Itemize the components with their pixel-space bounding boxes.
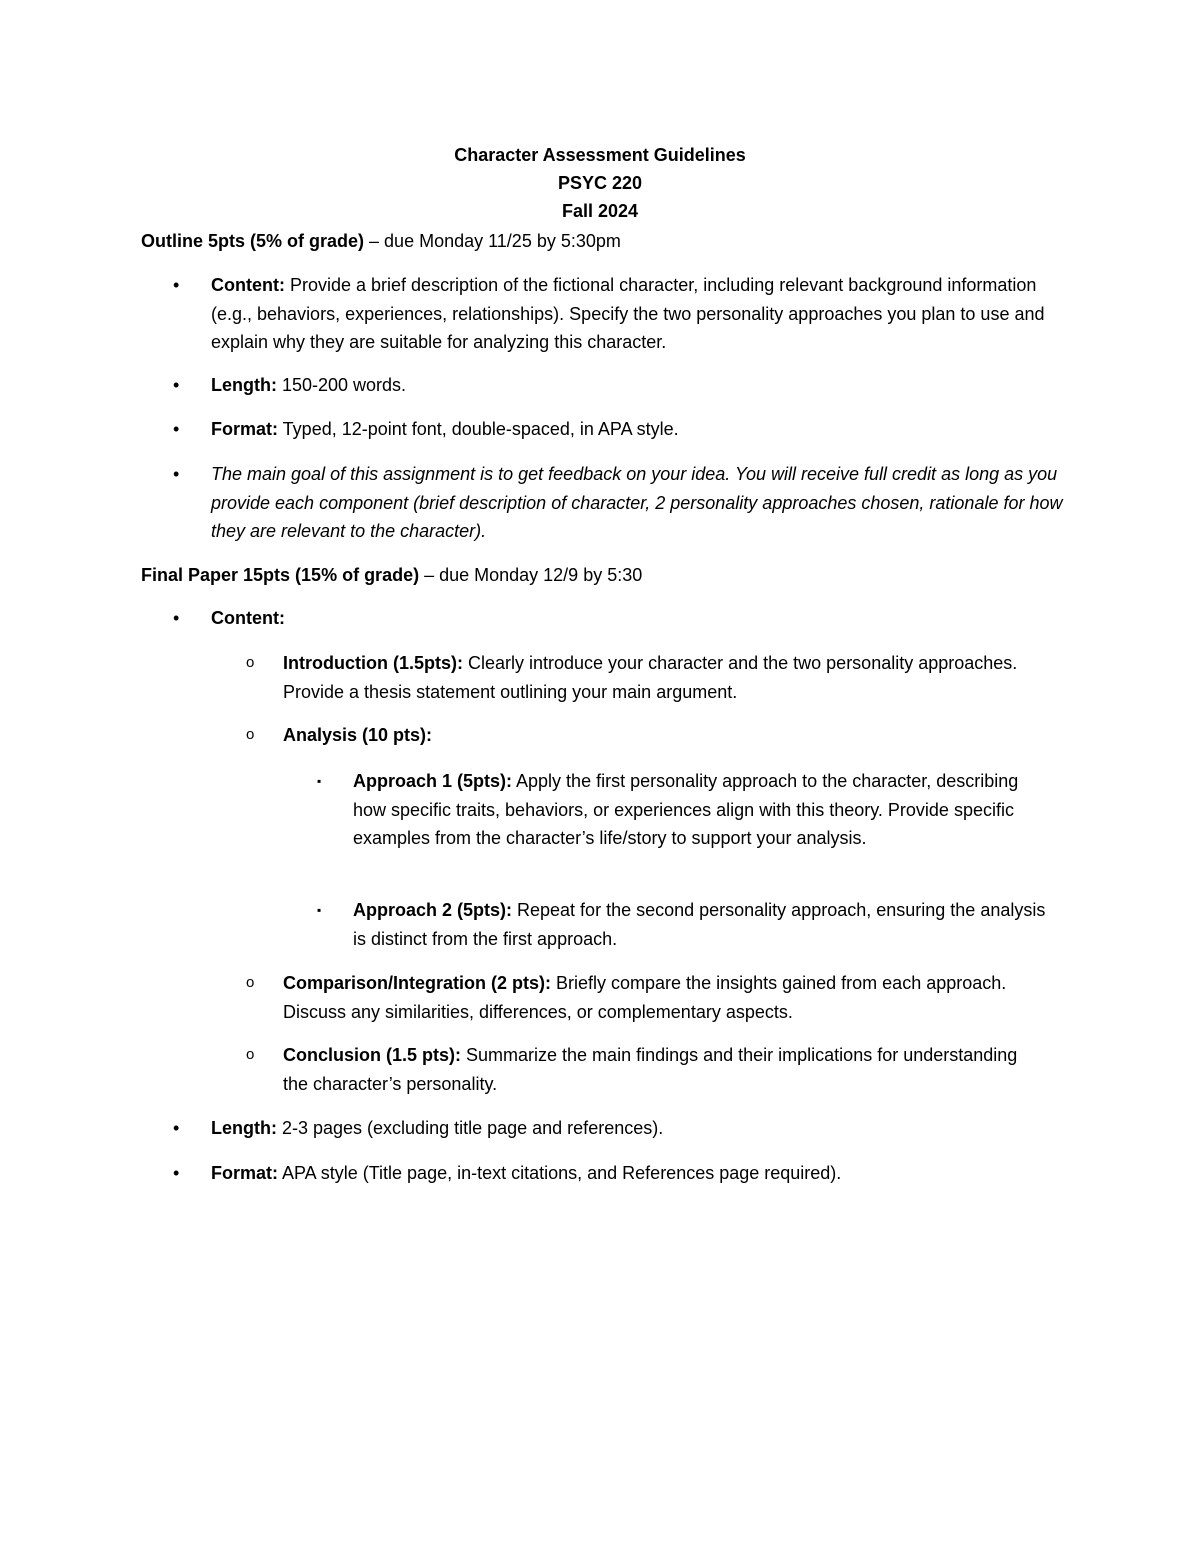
item-text: Provide a brief description of the fictional character, including relevant background information (e.g., behaviors, experiences, relationships). Specify the two personality approaches you plan to use and explain why they are suitable for analyzing this character. <box>211 275 1045 352</box>
course-code: PSYC 220 <box>557 173 643 193</box>
bullet-icon: • <box>173 1163 180 1183</box>
item-text: Apply the first personality approach to the character, describing how specific traits, behaviors, or experiences align with this theory. Provide specific examples from the character’s life/story to support your analysis. <box>353 771 1019 848</box>
outline-due-text: – due Monday 11/25 by 5:30pm <box>364 231 621 251</box>
item-label: Introduction (1.5pts): <box>283 653 463 673</box>
bullet-icon: • <box>173 275 180 295</box>
outline-item-length <box>173 371 1071 400</box>
square-bullet-icon: ▪ <box>317 903 322 917</box>
final-comparison <box>246 969 1043 1026</box>
item-label: Length: <box>211 1118 277 1138</box>
outline-item-content <box>173 271 1071 357</box>
circle-bullet-icon: o <box>246 1046 255 1063</box>
bullet-icon: • <box>173 375 180 395</box>
item-text: 2-3 pages (excluding title page and references). <box>276 1118 664 1138</box>
item-label: Approach 2 (5pts): <box>353 900 513 920</box>
item-label: Format: <box>211 419 278 439</box>
circle-bullet-icon: o <box>246 726 255 743</box>
final-item-content <box>173 604 1071 633</box>
square-bullet-icon: ▪ <box>317 774 322 788</box>
item-text: 150-200 words. <box>276 375 407 395</box>
item-text: Summarize the main findings and their implications for understanding the character’s personality. <box>283 1045 1018 1094</box>
item-text: APA style (Title page, in-text citations, and References page required). <box>278 1163 842 1183</box>
bullet-icon: • <box>173 608 180 628</box>
final-introduction <box>246 649 1043 706</box>
item-label: Content: <box>211 275 285 295</box>
item-text: Repeat for the second personality approach, ensuring the analysis is distinct from the first approach. <box>353 900 1046 949</box>
final-conclusion <box>246 1041 1043 1098</box>
bullet-icon: • <box>173 464 180 484</box>
circle-bullet-icon: o <box>246 974 255 991</box>
outline-item-format <box>173 415 1071 444</box>
item-label: Format: <box>211 1163 278 1183</box>
item-label: Approach 1 (5pts): <box>353 771 513 791</box>
bullet-icon: • <box>173 1118 180 1138</box>
item-note: The main goal of this assignment is to get feedback on your idea. You will receive full credit as long as you provide each component (brief description of character, 2 personality approaches chosen, rationale for how they are relevant to the character). <box>211 464 1063 541</box>
final-approach-1 <box>317 767 1053 853</box>
item-label: Analysis (10 pts): <box>283 725 433 745</box>
final-item-format <box>173 1159 1071 1188</box>
item-label: Conclusion (1.5 pts): <box>283 1045 462 1065</box>
item-label: Comparison/Integration (2 pts): <box>283 973 552 993</box>
title-block <box>0 141 1200 225</box>
outline-heading-label: Outline 5pts (5% of grade) <box>141 231 365 251</box>
circle-bullet-icon: o <box>246 654 255 671</box>
bullet-icon: • <box>173 419 180 439</box>
item-text: Typed, 12-point font, double-spaced, in APA style. <box>278 419 679 439</box>
final-heading-label: Final Paper 15pts (15% of grade) <box>141 565 420 585</box>
final-approach-2 <box>317 896 1053 953</box>
final-due-text: – due Monday 12/9 by 5:30 <box>419 565 643 585</box>
item-label: Content: <box>211 608 285 628</box>
outline-heading <box>141 227 621 255</box>
final-item-length <box>173 1114 1071 1143</box>
item-label: Length: <box>211 375 277 395</box>
document-title: Character Assessment Guidelines <box>454 145 746 165</box>
outline-item-note <box>173 460 1071 546</box>
term: Fall 2024 <box>561 201 639 221</box>
item-text: Briefly compare the insights gained from each approach. Discuss any similarities, differences, or complementary aspects. <box>283 973 1007 1022</box>
final-heading <box>141 561 642 589</box>
item-text: Clearly introduce your character and the two personality approaches. Provide a thesis statement outlining your main argument. <box>283 653 1018 702</box>
final-analysis <box>246 721 1043 750</box>
